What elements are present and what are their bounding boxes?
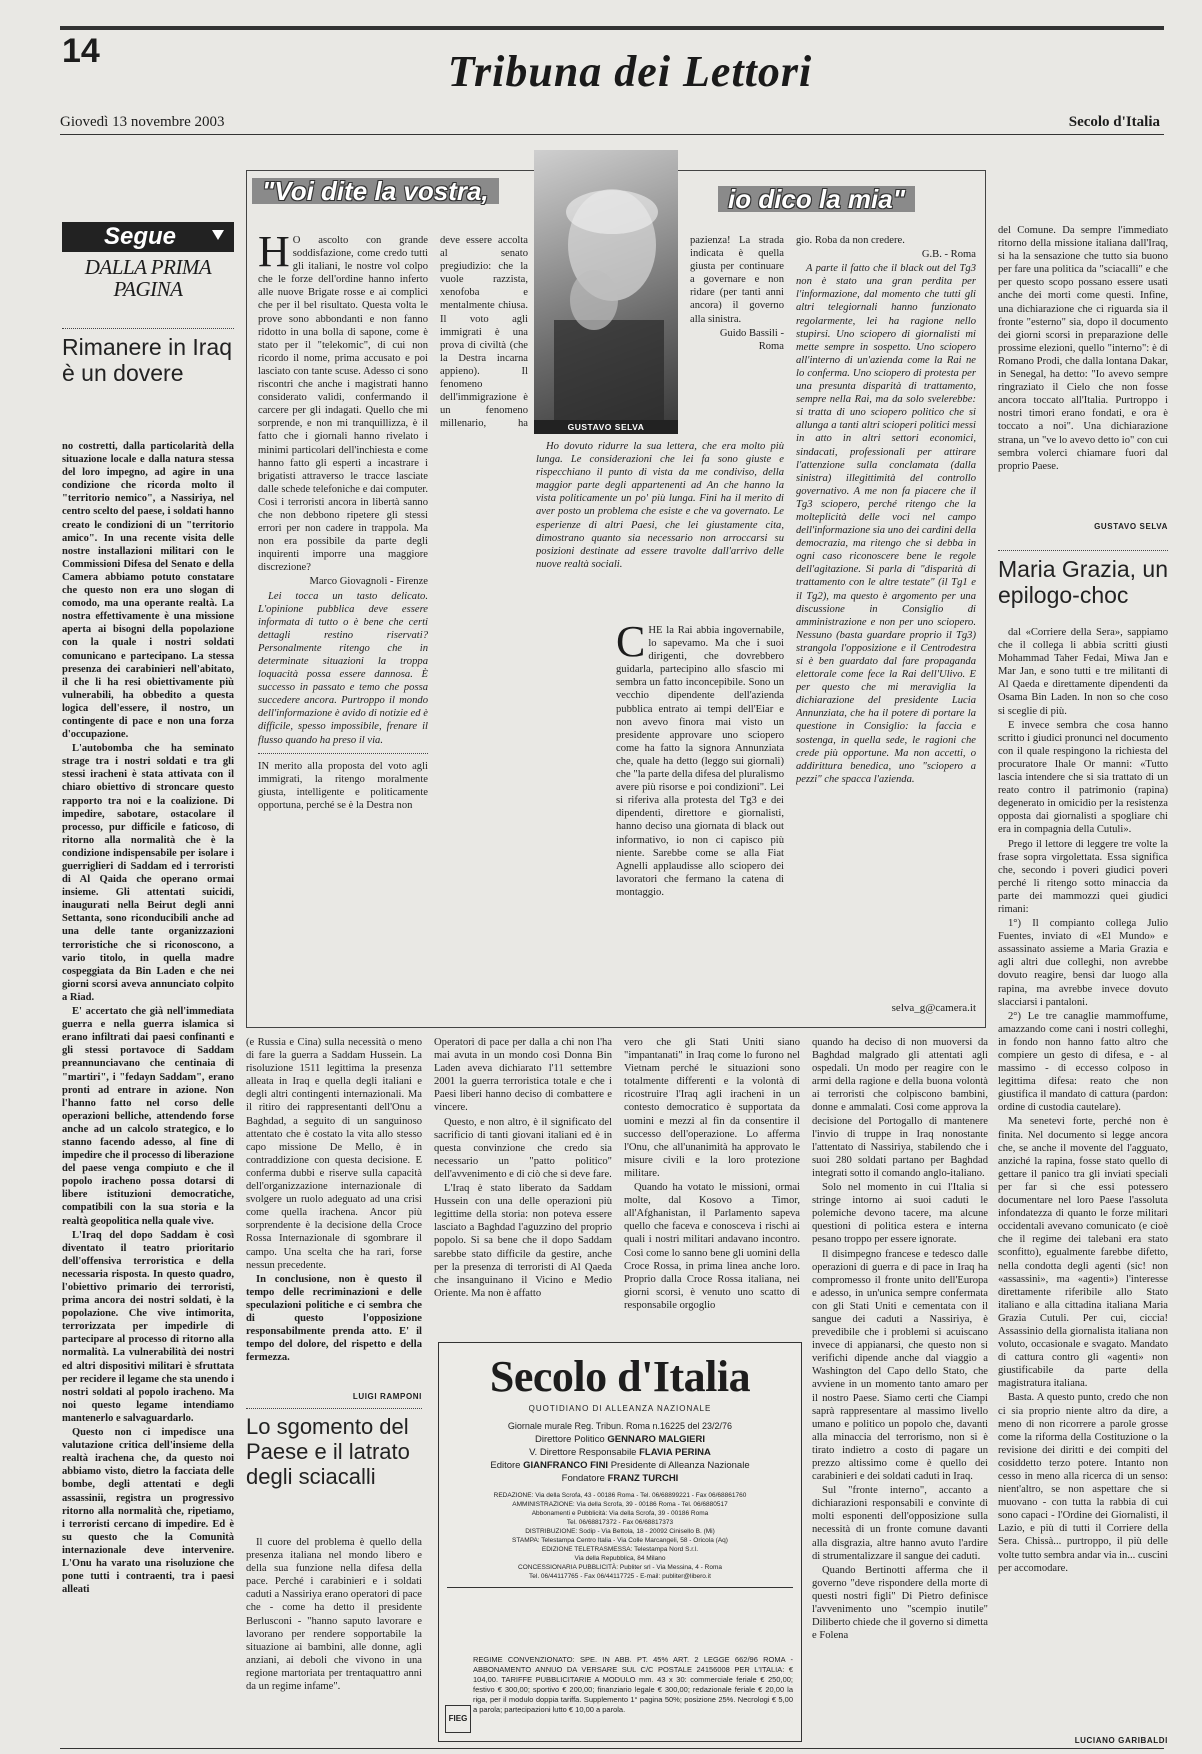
masthead-subtitle: QUOTIDIANO DI ALLEANZA NAZIONALE — [528, 1404, 712, 1413]
paragraph: L'Iraq è stato liberato da Saddam Hussein con una delle operazioni più legittime della storia: non poteva essere lasciato a Baghdad l'aguzzino del proprio popolo. Si sa bene che il dopo Saddam sarebbe stato difficile da gestire, anche per la presenza di terroristi di Al Qaeda che insanguinano il Vicino e Medio Oriente. Ma non è affatto — [434, 1183, 612, 1299]
masthead-registration: Giornale murale Reg. Tribun. Roma n.16225 del 23/2/76 — [507, 1421, 733, 1431]
featured-col-4 — [796, 234, 976, 994]
segue-label: Segue — [104, 223, 177, 250]
letter-text — [258, 234, 428, 574]
paragraph: Ma senetevi forte, perché non è finita. Nel documento si legge ancora che, se anche il movente del l'agguato, anziché la rapina, fosse stato quello di gettare il panico tra gli inviati speciali per far sì che essi potessero documentare nel loro Paese l'assoluta infondatezza di quanto le forze militari occidentali avevano comunicato (e cioè che il regime dei talebani era stato sconfitto), egualmente farebbe difetto, nella condotta degli agenti (sic! non «assassini», ma «agenti») l'interesse direttamente riferibile allo Stato italiano e alla cittadina italiana Maria Grazia Cutuli. Per cui, ciccia! Assassinio della giornalista italiana non voluto, occasionale e svagato. Mandato di cattura contro gli «agenti» non giustificabile da parte della magistratura italiana. — [998, 1116, 1168, 1390]
segue-continued — [246, 1036, 422, 1386]
detail-line: Tel. 06/44117765 - Fax 06/44117725 - E-mail: publiter@libero.it — [529, 1573, 711, 1580]
maria-headline: Maria Grazia, un epilogo-choc — [998, 556, 1169, 608]
letter-signature: G.B. - Roma — [921, 249, 976, 261]
letter-text — [616, 624, 784, 899]
detail-line: Tel. 06/68817372 - Fax 06/68817373 — [566, 1519, 674, 1526]
bottom-rule — [60, 1748, 1164, 1749]
paragraph: Solo nel momento in cui l'Italia si stringe intorno ai suoi caduti le polemiche devono tacere, ma alcune questioni di politica estera e interna pesano troppo per essere ignorate. — [812, 1182, 988, 1246]
section-title: Tribuna dei Lettori — [447, 47, 813, 96]
featured-banner-right: io dico la mia" — [718, 186, 915, 212]
role-line — [439, 1433, 801, 1446]
featured-col-1 — [258, 234, 428, 1004]
masthead-box — [438, 1342, 802, 1742]
paragraph: Questo non ci impedisce una valutazione critica dell'insieme della realtà irachena che, da questo noi abbiamo visto, dietro la facciata delle bombe, degli attentati e degli assassinii, registra un progressivo ritorno alla normalità che, ripetiamo, i terroristi cercano di impedire. Ed è su questo che la Comunità internazionale deve intervenire. L'Onu ha varato una risoluzione che pone tutti i contraenti, tra i paesi alleati — [62, 1427, 234, 1596]
masthead-rule — [447, 1587, 793, 1588]
letter-body: deve essere accolta al senato pregiudizio: che la vuole razzista, xenofoba e mentalmente chiusa. Il voto agli immigrati è una prova di civiltà (che la Destra incarna appieno). Il fenomeno dell'immigrazione è un fenomeno millenario, ha — [440, 235, 528, 430]
featured-col-3-top — [690, 234, 784, 434]
paragraph: dal «Corriere della Sera», sappiamo che il collega li abbia scritti giusti Mohammad Taher Fedai, Miwa Jan e Mar Jan, e sono tutti e tre militanti di Al Qaeda e direttamente dipendenti da Osama Bin Laden. In non so che coso si sceglie di più. — [998, 627, 1168, 717]
paragraph: Basta. A questo punto, credo che non ci sia proprio niente altro da dire, a meno di non ricorrere a parole grosse come la riforma della Costituzione o la revisione dei diritti e dei compiti del cosiddetto terzo potere. Intanto non cesso in meno alla ricerca di un senso: nient'altro, se non aspettare che si muovano - con tutta la rabbia di cui sono capaci - l'Ordine dei Giornalisti, il Lazio, e più di tutti il Corriere della Sera. Chissà... purtroppo, il più delle volte tutto sembra andar via in... cuscini per accomodare. — [998, 1392, 1168, 1574]
paragraph: L'autobomba che ha seminato strage tra i nostri soldati e tra gli stessi iracheni è stata attivata con il chiaro obiettivo di stroncare questo rapporto tra noi e la coalizione. Di impedire, sabotare, ostacolare il processo, pur difficile e faticoso, di ritorno alla normalità che è la condizione indispensabile per isolare i guerriglieri di Saddam ed i terroristi di Al Qaida che operano ormai insieme. Gli attentati suicidi, inaugurati nella Beirut degli anni Settanta, sono riconducibili anche ad una delle tante organizzazioni terroristiche che si riconoscono, a vario titolo, in quella madre cospeggiata da Bin Laden e che nei giorni scorsi aveva annunciato colpito a Riad. — [62, 743, 234, 1003]
paragraph: Prego il lettore di leggere tre volte la frase sopra virgolettata. Essa significa che, secondo i poveri giudici poveri perché li ritengo sotto minaccia da parte dei mammozzi quei giudici rimani: — [998, 838, 1168, 915]
letter-body: HE la Rai abbia ingovernabile, lo sapevamo. Ma che i suoi dirigenti, che dovrebbero guidarla, partecipino allo sfascio mi sembra un fatto inconcepibile. Sono un vecchio dipendente dell'azienda pubblica entrato ai tempi dell'Eiar e non avevo finora mai visto un presidente approvare uno sciopero come ha fatto la signora Annunziata che, quale ha detto (leggo sui giornali) che "la parte della difesa del pluralismo avere più risorse e poi condizioni". Lei si riferiva alla protesta del Tg3 e dei dipendenti, direttore e giornalisti, hanno deciso una giornata di black out informativo, io non ci capisco più niente. Sarebbe come se alla Fiat Agnelli applaudisse allo sciopero dei lavoratori che fermano la catena di montaggio. — [616, 625, 784, 898]
col5-text — [812, 1036, 988, 1740]
maria-body — [998, 626, 1168, 1726]
paragraph: del Comune. Da sempre l'immediato ritorno della missione italiana dall'Iraq, si ha la sensazione che tutto sia buono per fare una politica da "sciacalli" e che per questo scopo possano essere usati anche dei morti come questi. Infine, una dichiarazione che ci riguarda sia il fronte "esterno" sia, dopo il documento dei giorni scorsi in preparazione delle prossime elezioni, quello "interno": è di Romano Prodi, che dalla lontana Dakar, in Senegal, ha detto: "Io avevo sempre ringraziato il Cielo che non fosse ancora toccato all'Italia. Purtroppo i nostri timori erano fondati, e ora è toccato a noi". Una dichiarazione strana, un "ve lo avevo detto io" con cui sembra volerci chiamare fuori dal proprio Paese. — [998, 225, 1168, 472]
name: GENNARO MALGIERI — [607, 1434, 705, 1445]
col4-text — [624, 1036, 800, 1336]
issue-date: Giovedì 13 novembre 2003 — [60, 114, 225, 130]
portrait-photo — [534, 150, 678, 420]
detail-line: Via della Repubblica, 84 Milano — [574, 1555, 666, 1562]
paragraph: E invece sembra che cosa hanno scritto i giudici pronunci nel documento con il quale respingono la richiesta del procuratore Ihale Or manni: «Tutto lascia intendere che si sia trattato di un reato contro il patrimonio (rapina) degenerato in omicidio per la resistenza opposta dai giornalisti a spogliare chi era in compagnia della Cutuli». — [998, 719, 1168, 836]
detail-line: REDAZIONE: Via della Scrofa, 43 - 00186 Roma - Tel. 06/68899221 - Fax 06/68861760 — [493, 1492, 747, 1499]
page-number: 14 — [62, 32, 100, 70]
detail-line: DISTRIBUZIONE: Sodip - Via Bettola, 18 - 20092 Cinisello B. (Mi) — [525, 1528, 715, 1535]
editor-reply: Lei tocca un tasto delicato. L'opinione pubblica deve essere informata di tutto o è bene che certi dettagli restino riservati? Personalmente ritengo che in determinate situazioni la troppa loquacità possa essere dannosa. È successo in passato e temo che possa succedere ancora. Purtroppo il mondo dell'informazione è avido di notizie ed è difficile, spesso impossibile, frenare il flusso quando ha preso il via. — [258, 590, 428, 746]
name: FRANZ TURCHI — [607, 1473, 679, 1484]
segue-from: DALLA PRIMA PAGINA — [84, 255, 212, 301]
editor-email[interactable]: selva_g@camera.it — [891, 1002, 976, 1014]
role: Fondatore — [561, 1473, 605, 1484]
paper-name: Secolo d'Italia — [1068, 114, 1160, 130]
masthead-regime: REGIME CONVENZIONATO: SPE. IN ABB. PT. 45% ART. 2 LEGGE 662/96 ROMA - ABBONAMENTO ANNUO DA VERSARE SUL C/C POSTALE 24156008 PER L'ITALIA: € 104,00. TARIFFE PUBBLICITARIE A MODULO mm. 43 x 30: commerciale feriale € 250,00; festivo € 300,00; sportivo € 200,00; finanziario legale € 300,00; redazionale feriale € 20,00 la riga, per il modulo doppia tariffa. Supplemento 1° pagina 50%; posizione 25%. Necrologi € 5,00 a parola; partecipazioni lutto € 10,00 a parola. — [473, 1655, 793, 1714]
featured-col-2-top — [440, 234, 528, 430]
detail-line: STAMPA: Telestampa Centro Italia - Via Colle Marcangeli, 58 - Oricola (Aq) — [512, 1537, 728, 1544]
editor-reply: A parte il fatto che il black out del Tg3 non è stato una gran perdita per l'informazione, dal momento che tutti gli altri telegiornali hanno funzionato regolarmente, lei ha ragione nello stupirsi. Uno sciopero di giornalisti mi mette sempre in sospetto. Uno sciopero all'interno di un'azienda come la Rai ne lo conferma. Uno sciopero di protesta per una presunta disparità di trattamento, sempre nella Rai, ma da solo svelerebbe: si tratta di uno sciopero politico che si allunga a tanti altri scioperi politici messi in atto in altri settori economici, sindacati, professionali per attirare l'attenzione sulla conclamata (dalla sinistra) illegittimità del controllo governativo. A me non fa piacere che il Tg3 sciopero, perché ritengo che la molteplicità delle voci nel campo dell'informazione sia uno dei cardini della democrazia, ma ritengo che si debba in ogni caso riconoscere bene le regole dell'agitazione. Si parla di "disparità di trattamento con le altre testate" (il Tg1 e il Tg2), ma questo è argomento per una discussione in Consiglio di amministrazione e non per uno sciopero. Nessuno (basta guardare proprio il Tg3) strangola l'opposizione e il Centrodestra si è ben guardato dal fare propaganda elettorale come fece la Rai dell'Ulivo. E per questo che mi meraviglia la dichiarazione del presidente Lucia Annunziata, che ha il potere di portare la questione in Consiglio: la faccia e sostenga, in quella sede, le ragioni che crede più opportune. Ma non accetti, o addirittura benedica, uno "sciopero a pezzi" che spacca l'azienda. — [796, 263, 976, 785]
divider — [246, 1408, 422, 1409]
paragraph: Quando Bertinotti afferma che il governo "deve rispondere della morte di questi nostri figli" Di Pietro definisce l'avvenimento uno "scempio inutile" Diliberto chiede che il governo si dimetta e Folena — [812, 1564, 988, 1642]
ramponi-signature: LUIGI RAMPONI — [352, 1392, 422, 1401]
paragraph: 1°) Il compianto collega Julio Fuentes, inviato di «El Mundo» e assassinato assieme a Maria Grazia e agli altri due colleghi, non avrebbe dovuto reagire, bensì dar luogo alla rapina, ma avrebbe invece dovuto slacciarsi i pantaloni. — [998, 918, 1168, 1008]
featured-banner-left: "Voi dite la vostra, — [252, 178, 499, 204]
masthead-details — [447, 1491, 793, 1581]
sgomento-body — [246, 1536, 422, 1746]
letter-body: gio. Roba da non credere. — [796, 235, 905, 246]
selva-continued — [998, 224, 1168, 514]
paragraph: vero che gli Stati Uniti siano "impantanati" in Iraq come lo furono nel Vietnam perché le situazioni sono totalmente differenti e la volontà di ricostruire l'Iraq agli iracheni in un contesto democratico è supportata da uomini e mezzi al fin da consentire il successo dell'operazione. Lo afferma l'Onu, che all'unanimità ha approvato le misure civili e la loro protezione militare. — [624, 1037, 800, 1179]
paragraph: 2°) Le tre canaglie mammoffume, amazzando come cani i nostri colleghi, in fondo non hanno fatto altro che compiere un gesto di difesa, e - al massimo - di eccesso colposo in legittima difesa: reato che non giustifica il mandato di cattura (pardon: ordine di custodia cautelare). — [998, 1010, 1168, 1114]
paragraph: (e Russia e Cina) sulla necessità o meno di fare la guerra a Saddam Hussein. La risoluzione 1511 legittima la presenza alleata in Iraq e quella degli italiani e degli altri contingenti internazionali. Ma il ritiro dei rappresentanti dell'Onu a Baghdad, a seguito di un sanguinoso attentato che è costato la vita allo stesso capo missione De Mello, è in contraddizione con questa decisione. E conferma dubbi e riserve sulla capacità dell'organizzazione internazionale di svolgere un ruolo adeguato ad una crisi come quella irachena. Ancor più sorprendente è la decisione della Croce Rossa Internazionale di sgombrare il campo. Una scelta che ha rari, forse nessun precedente. — [246, 1037, 422, 1271]
role: Direttore Politico — [535, 1434, 605, 1445]
paragraph: Sul "fronte interno", accanto a dichiarazioni responsabili e convinte di molti esponenti dell'opposizione sulla necessità di un fronte comune davanti alla disgrazia, altre hanno avuto l'ardire di strumentalizzare il sangue dei caduti. — [812, 1485, 988, 1562]
drop-cap: H — [258, 234, 290, 276]
portrait-figure — [534, 150, 678, 420]
paragraph: quando ha deciso di non muoversi da Baghdad malgrado gli attentati agli ospedali. Un modo per reagire con le armi della ragione e della buona volontà ai terroristi che colpiscono bambini, donne e ammalati. Così come approva la decisione del Portogallo di mantenere l'invio di truppe in Iraq nonostante l'attentato di Nassiriya, stabilendo che i suoi 280 soldati partano per Baghdad integrati sotto il comando anglo-italiano. — [812, 1037, 988, 1179]
editor-reply: Ho dovuto ridurre la sua lettera, che era molto più lunga. Le considerazioni che lei fa sono giuste e rispecchiano il punto di vista da me condiviso, della maggior parte degli appartenenti ad An che hanno la vista politicamente un po' più lunga. Fini ha il merito di aver posto un problema che esiste e che va governato. Le esperienze di altri Paesi, che lei giustamente cita, dimostrano quanto sia necessario non arroccarsi su posizioni destinate ad essere travolte dall'arrivo delle nuove realtà sociali. — [536, 441, 784, 570]
detail-line: AMMINISTRAZIONE: Via della Scrofa, 39 - 00186 Roma - Tel. 06/6880517 — [512, 1501, 728, 1508]
letter-text: IN merito alla proposta del voto agli immigrati, la ritengo moralmente giusta, intelligente e politicamente opportuna, perché se è la Destra non — [258, 760, 428, 811]
divider — [258, 753, 428, 754]
selva-signature: GUSTAVO SELVA — [1094, 522, 1168, 531]
name: FLAVIA PERINA — [639, 1447, 711, 1458]
paragraph: In conclusione, non è questo il tempo delle recriminazioni e delle speculazioni politiche e ci sembra che di questo l'opposizione responsabilmente prenda atto. E' il tempo del dolore, del rispetto e della fermezza. — [246, 1273, 422, 1364]
header-rule — [60, 134, 1164, 135]
role-tail: Presidente di Alleanza Nazionale — [610, 1460, 750, 1471]
letter-signature: Marco Giovagnoli - Firenze — [309, 576, 428, 588]
col3-text — [434, 1036, 612, 1336]
letter-body: O ascolto con grande soddisfazione, come credo tutti gli italiani, le nostre vol colpo che le forze dell'ordine hanno inferto alle nuove Brigate rosse e ai complici che per il bel risultato. Questa volta le prove sono abbondanti e non fanno ridotto in una bolla di sapone, come è stato per il "telekomic", di cui non ricordo il nome, prima accusato e poi lasciato con tante scuse. Adesso ci sono riscontri che anche i magistrati hanno considerato validi, confermando il carcere per gli indagati. Quello che mi sorprende, e non mi tranquillizza, è il fatto che i giornali hanno rivelato i minimi particolari dell'inchiesta e come hanno fatto gli esperti a incastrare i brigatisti attraverso le tracce lasciate dalle schede telefoniche e dai computer. Così i terroristi ancora in libertà sanno che non debbono ripetere gli stessi errori per non cadere in trappola. Ma non era possibile da parte degli inquirenti imporre una maggiore discrezione? — [258, 235, 428, 574]
letter-signature: Guido Bassili - Roma — [719, 327, 784, 352]
role-line — [439, 1446, 801, 1459]
divider — [62, 328, 234, 329]
role: Editore — [490, 1460, 521, 1471]
paragraph: L'Iraq del dopo Saddam è così diventato il teatro prioritario dell'offensiva terroristica e della necessaria risposta. In questo quadro, l'obiettivo primario dei terroristi, prima ancora dei nostri soldati, è la popolazione. Che vive intimorita, terrorizzata per impedirle di partecipare al processo di ritorno alla normalità. La vulnerabilità dei nostri ed altri dispositivi militari è sfruttata per recidere il legame che sta unendo i nostri soldati al popolo iracheno. Ma noi questo legame intendiamo mantenerlo e salvaguardarlo. — [62, 1229, 234, 1424]
paragraph: no costretti, dalla particolarità della situazione locale e dalla natura stessa del loro impegno, ad agire in una condizione che ricorda molto il "territorio nemico", a Nassiriya, nel centro scelto del paese, i soldati hanno creato le condizioni di un "territorio amico". In una recente visita delle nostre installazioni militari con le Commissioni Difesa del Senato e della Camera abbiamo potuto constatare che questo non era uno slogan di comodo, ma una operante realtà. La nostra effettivamente è una missione aperta ai bisogni della popolazione con la quale i nostri soldati comunicano e partecipano. La stessa presenza dei carabinieri nell'abitato, il che li ha resi obiettivamente più vulnerabili, ha obbedito a questa logica dell'essere, il nostro, un contingente di pace e non una forza d'occupazione. — [62, 441, 234, 741]
paragraph: Operatori di pace per dalla a chi non l'ha mai avuta in un mondo così Donna Bin Laden aveva dichiarato l'11 settembre 2001 la guerra terroristica totale e che i Paesi liberi hanno deciso di combattere e vincere. — [434, 1037, 612, 1114]
segue-body — [62, 440, 234, 1740]
featured-col-3-bottom — [616, 624, 784, 1008]
top-rule — [60, 26, 1164, 30]
fieg-logo-icon: FIEG — [445, 1705, 471, 1733]
role-line — [439, 1472, 801, 1485]
drop-cap: C — [616, 624, 646, 666]
divider — [998, 550, 1168, 551]
editor-reply-block — [536, 440, 784, 616]
role: V. Direttore Responsabile — [529, 1447, 637, 1458]
paragraph: Il disimpegno francese e tedesco dalle operazioni di guerra e di pace in Iraq ha compromesso il fronte unito dell'Europa e adesso, in un'unica sempre confermata con gli Stati Uniti e cementata con il sangue dei caduti a Nassiriya, è prevedibile che i problemi si acuiscano invece di appianarsi, che questo non si verifichi dipende anche dal viaggio a Washington del Capo dello Stato, che avviene in un momento tanto amaro per il nostro Paese. Siamo certi che Ciampi saprà rappresentare al massimo livello umano e politico un popolo che, davanti alla minaccia del terrorismo, non si è tirato indietro a costo di pagare un prezzo altissimo come è quello dei carabinieri e dei soldati caduti in Iraq. — [812, 1248, 988, 1483]
maria-signature: LUCIANO GARIBALDI — [1074, 1736, 1168, 1745]
segue-headline: Rimanere in Iraq è un dovere — [62, 334, 233, 386]
detail-line: Abbonamenti e Pubblicità: Via della Scrofa, 39 - 00186 Roma — [531, 1510, 709, 1517]
paragraph: Quando ha votato le missioni, ormai molte, dal Kosovo a Timor, all'Afghanistan, il Parlamento sapeva quello che faceva e conosceva i rischi ai quali i nostri militari andavano incontro. Così come lo sanno bene gli uomini della Croce Rossa, in prima linea anche loro. Proprio dalla Croce Rossa italiana, nei giorni scorsi, è venuto uno scatto di responsabile orgoglio — [624, 1182, 800, 1311]
detail-line: EDIZIONE TELETRASMESSA: Telestampa Nord S.r.l. — [541, 1546, 699, 1553]
paragraph: E' accertato che già nell'immediata guerra e nella guerra islamica si erano infiltrati dai paesi confinanti e gli stessi portavoce di Saddam preannunciavano che centinaia di "martiri", i "fedayn Saddam", erano pronti ad entrare in azione. Non l'hanno fatto nel corso delle operazioni belliche, attendendo forse anche ad un calcolo strategico, e lo stanno facendo adesso, al fine di impedire che il processo di liberazione del paese venga compiuto e che il popolo iracheno possa dotarsi di libere istituzioni democratiche, compatibili con la sua storia e la realtà geopolitica nella quale vive. — [62, 1006, 234, 1227]
photo-caption: GUSTAVO SELVA — [534, 420, 678, 434]
paragraph: Il cuore del problema è quello della presenza italiana nel mondo libero e della sua funzione nella difesa della pace. Perché i carabinieri e i soldati caduti a Nassiriya erano operatori di pace che - come ha detto il presidente Berlusconi - "hanno saputo lavorare e lavorano per rendere sopportabile la situazione ai bambini, alle donne, agli anziani, ai deboli che vivono in una regione martoriata per trentaquattro anni da un regime infame". — [246, 1537, 422, 1693]
name: GIANFRANCO FINI — [523, 1460, 609, 1471]
detail-line: CONCESSIONARIA PUBBLICITÀ: Publiter srl - Via Messina, 4 - Roma — [518, 1564, 722, 1571]
letter-body: pazienza! La strada indicata è quella giusta per continuare a governare e non ridare (per tanti anni ancora) il governo alla sinistra. — [690, 235, 784, 325]
segue-box — [62, 222, 234, 252]
masthead-roles — [439, 1433, 801, 1485]
role-line — [439, 1459, 801, 1472]
paragraph: Questo, e non altro, è il significato del sacrificio di tanti giovani italiani ed è in questa convinzione che credo sia necessario un "patto politico" dell'avvenimento e di ciò che si deve fare. — [434, 1116, 612, 1180]
masthead-title: Secolo d'Italia — [489, 1352, 751, 1401]
sgomento-headline: Lo sgomento del Paese e il latrato degli sciacalli — [246, 1414, 410, 1489]
arrow-down-icon — [212, 230, 224, 240]
